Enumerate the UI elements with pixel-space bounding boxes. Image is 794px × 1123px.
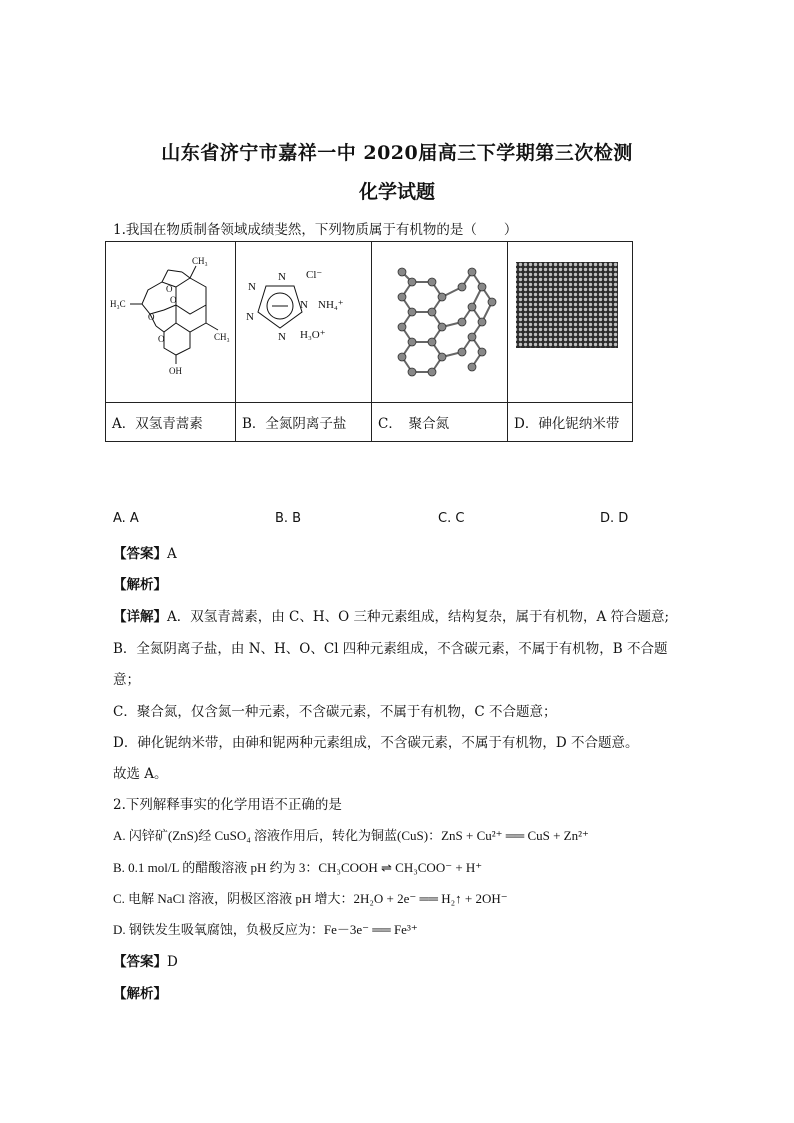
document-subtitle: 化学试题: [358, 181, 435, 203]
q2-option-c: C. 电解 NaCl 溶液，阴极区溶液 pH 增大：2H₂O + 2e⁻ ══ H₂↑ + 2OH⁻: [113, 891, 508, 906]
b-nh4: NH₄⁺: [318, 299, 344, 311]
q1-analysis-label: 【解析】: [113, 577, 167, 593]
b-n4: N: [278, 331, 286, 343]
b-n1: N: [248, 281, 256, 293]
structure-c-cell: [372, 242, 508, 403]
q1-detail-line-2: B．全氮阴离子盐，由 N、H、O、Cl 四种元素组成，不含碳元素，不属于有机物，B 不合题: [113, 641, 668, 657]
caption-d: D．砷化铌纳米带: [508, 403, 633, 442]
q2-answer-line: [113, 950, 178, 970]
a-h3c: H₃C: [110, 299, 126, 309]
q2-option-b: B. 0.1 mol/L 的醋酸溶液 pH 约为 3：CH₃COOH ⇌ CH₃COO⁻ + H⁺: [113, 860, 483, 875]
q2-answer-label: 【答案】: [113, 954, 167, 970]
dihydroartemisinin-structure: [106, 242, 235, 398]
a-ch3-right: CH₃: [214, 332, 230, 342]
a-o4: O: [158, 334, 165, 344]
b-n3: N: [300, 299, 308, 311]
caption-c: C． 聚合氮: [372, 403, 508, 442]
a-ch3-top: CH₃: [192, 256, 208, 266]
structure-a-cell: [106, 242, 236, 403]
q1-detail-line-3: 意；: [113, 672, 140, 688]
q1-detail-line-4: C．聚合氮，仅含氮一种元素，不含碳元素，不属于有机物，C 不合题意；: [113, 704, 557, 720]
q1-option-c: C. C: [438, 511, 465, 526]
q1-analysis-line: [113, 573, 167, 593]
q1-detail-line-6: 故选 A。: [113, 766, 168, 782]
caption-a: A．双氢青蒿素: [106, 403, 236, 442]
document-title: 山东省济宁市嘉祥一中 2020届高三下学期第三次检测: [161, 142, 633, 164]
b-n2: N: [278, 271, 286, 283]
b-n5: N: [246, 311, 254, 323]
q1-answer: A: [167, 546, 177, 562]
q2-answer: D: [167, 954, 178, 970]
q1-option-a: A. A: [113, 511, 139, 526]
q1-stem: 1.我国在物质制备领域成绩斐然，下列物质属于有机物的是（ ）: [113, 222, 518, 238]
q2-stem: 2.下列解释事实的化学用语不正确的是: [113, 797, 342, 813]
q1-detail-line-5: D．砷化铌纳米带，由砷和铌两种元素组成，不含碳元素，不属于有机物，D 不合题意。: [113, 735, 639, 751]
nbas-nanoribbon-image: [508, 242, 632, 398]
q2-analysis-line: [113, 982, 167, 1002]
q1-option-b: B. B: [275, 511, 302, 526]
b-h3o: H₃O⁺: [300, 329, 326, 341]
b-cl: Cl⁻: [306, 269, 323, 281]
q1-option-d: D. D: [600, 511, 629, 526]
a-o2: O: [170, 295, 177, 305]
q2-option-d: D. 钢铁发生吸氧腐蚀，负极反应为：Fe－3e⁻ ══ Fe³⁺: [113, 922, 418, 937]
a-o3: O: [148, 312, 155, 322]
a-o1: O: [166, 284, 173, 294]
q1-answer-line: [113, 542, 177, 562]
polymeric-nitrogen-structure: [372, 242, 507, 398]
structure-d-cell: [508, 242, 633, 403]
q2-option-a: A. 闪锌矿(ZnS)经 CuSO₄ 溶液作用后，转化为铜蓝(CuS)：ZnS + Cu²⁺ ══ CuS + Zn²⁺: [113, 828, 589, 843]
q1-structure-table: [105, 241, 633, 442]
q1-answer-label: 【答案】: [113, 546, 167, 562]
q1-detail-line-1: [113, 605, 783, 625]
q2-analysis-label: 【解析】: [113, 986, 167, 1002]
a-oh: OH: [169, 366, 182, 376]
pentazolate-salt-structure: [236, 242, 371, 398]
caption-b: B．全氮阴离子盐: [236, 403, 372, 442]
q1-detail-text-1: A．双氢青蒿素，由 C、H、O 三种元素组成，结构复杂，属于有机物，A 符合题意;: [167, 609, 670, 625]
structure-b-cell: [236, 242, 372, 403]
q1-detail-label: 【详解】: [113, 609, 167, 625]
